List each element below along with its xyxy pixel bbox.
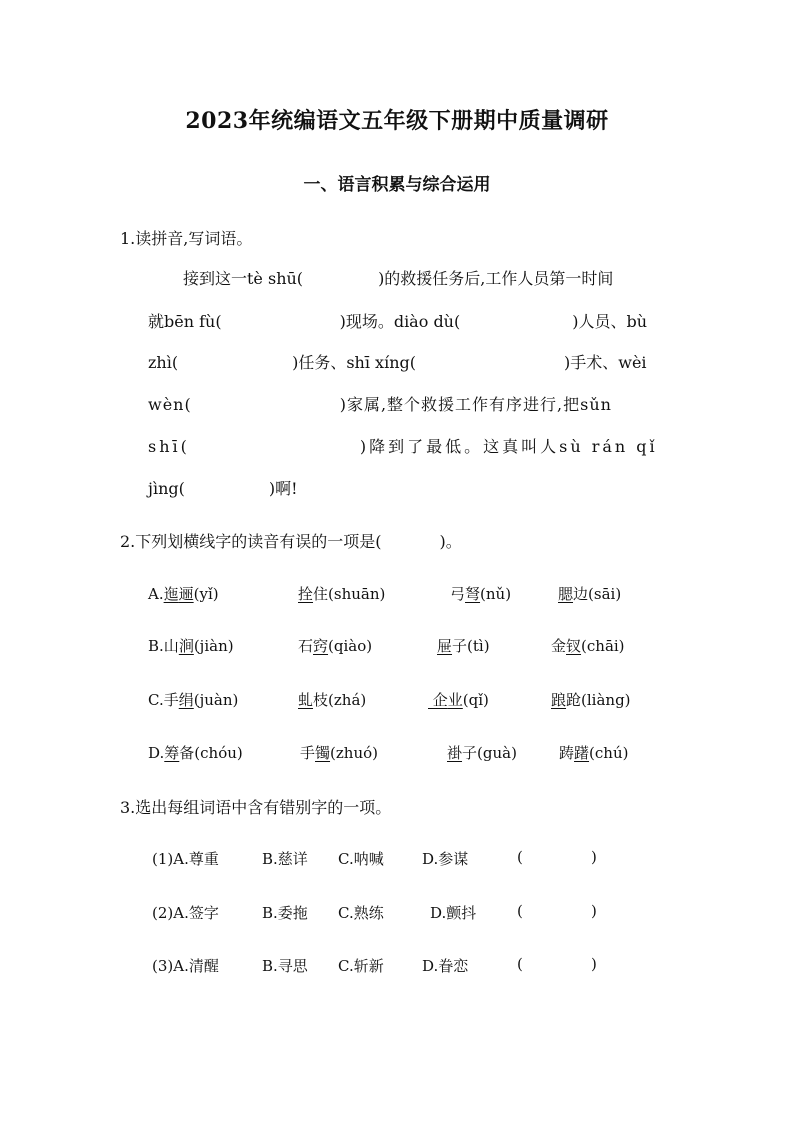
q2-d-item-2	[300, 742, 378, 763]
q2-a-item-4	[558, 583, 621, 604]
pinyin: (guà)	[477, 744, 517, 762]
q1-text: )的救援任务后,工作人员第一时间	[378, 269, 614, 288]
q3-g1-answer-close: )	[591, 848, 597, 866]
q3-g2-answer-close: )	[591, 902, 597, 920]
q1-line-2	[148, 309, 675, 332]
word-char: 跄	[566, 691, 582, 709]
q2-c-item-2	[298, 689, 366, 710]
underlined-char: 绢	[178, 691, 194, 709]
underlined-char: 弩	[465, 585, 481, 603]
underlined-char: 躇	[574, 744, 590, 762]
group-number: (1)	[152, 850, 174, 868]
group-number: (3)	[152, 957, 174, 975]
q2-d-item-3	[447, 742, 517, 763]
q2-d-item-4	[559, 742, 628, 763]
underlined-char: 迤	[163, 585, 179, 603]
q1-text: shī(	[148, 437, 190, 456]
q2-a-item-2	[298, 583, 385, 604]
q1-text: )任务、shī xíng(	[292, 353, 416, 372]
pinyin: (juàn)	[193, 691, 239, 709]
q1-text: )现场。diào dù(	[339, 312, 461, 331]
q3-g3-b[interactable]: B.寻思	[262, 957, 308, 975]
word-char: 枝	[313, 691, 329, 709]
pinyin: (chú)	[589, 744, 629, 762]
q2-b-item-3	[437, 635, 490, 656]
word-char: 踌	[559, 744, 575, 762]
word-char: 备	[179, 744, 195, 762]
q2-option-c[interactable]	[148, 689, 238, 710]
q2-stem-end: )。	[439, 532, 462, 551]
word-char: 住	[313, 585, 329, 603]
word-option[interactable]: A.清醒	[173, 957, 219, 975]
pinyin: (qiào)	[328, 637, 373, 655]
q3-g3-d[interactable]: D.眷恋	[422, 957, 469, 975]
option-label: A.	[148, 585, 164, 603]
q1-text: )降到了最低。这真叫人sù rán qǐ	[359, 437, 658, 456]
q2-b-item-4	[551, 635, 625, 656]
pinyin: (yǐ)	[193, 585, 219, 603]
q3-g2-d[interactable]: D.颤抖	[430, 904, 477, 922]
underlined-char: 屉	[437, 637, 453, 655]
pinyin: (nǔ)	[480, 585, 512, 603]
q3-g2-answer-open: (	[517, 902, 523, 920]
q2-c-item-3	[428, 689, 489, 710]
word-char: 子	[452, 637, 468, 655]
group-number: (2)	[152, 904, 174, 922]
pinyin: (zhuó)	[330, 744, 378, 762]
underlined-char: 企	[428, 691, 448, 709]
word-char: 石	[298, 637, 314, 655]
q1-line-6	[148, 476, 675, 499]
q3-group-3	[152, 955, 219, 976]
q1-text: )家属,整个救援工作有序进行,把sǔn	[339, 395, 612, 414]
q2-stem-text: 2.下列划横线字的读音有误的一项是(	[120, 532, 382, 551]
q1-text: )人员、bù	[572, 312, 648, 331]
q3-g1-b[interactable]: B.慈详	[262, 850, 308, 868]
q3-group-1	[152, 848, 219, 869]
underlined-char: 踉	[551, 691, 567, 709]
underlined-char: 筹	[164, 744, 180, 762]
q2-b-item-2	[298, 635, 372, 656]
underlined-char: 虬	[298, 691, 314, 709]
underlined-char: 拴	[298, 585, 314, 603]
pinyin: (chóu)	[194, 744, 243, 762]
question-3-stem: 3.选出每组词语中含有错别字的一项。	[120, 798, 392, 817]
pinyin: (jiàn)	[193, 637, 234, 655]
q1-text: )手术、wèi	[564, 353, 647, 372]
page-title: 2023年统编语文五年级下册期中质量调研	[185, 108, 609, 134]
pinyin: (tì)	[467, 637, 490, 655]
pinyin: (shuān)	[328, 585, 386, 603]
q3-g3-answer-open: (	[517, 955, 523, 973]
pinyin: (zhá)	[328, 691, 367, 709]
q2-a-item-3	[450, 583, 511, 604]
q1-line-3	[148, 350, 675, 373]
pinyin: (liàng)	[581, 691, 631, 709]
q1-text: wèn(	[148, 395, 192, 414]
word-char: 手	[300, 744, 316, 762]
q3-g1-c[interactable]: C.呐喊	[338, 850, 384, 868]
q1-line-5	[148, 434, 675, 457]
q1-text: jìng(	[148, 479, 185, 498]
q2-option-a[interactable]	[148, 583, 219, 604]
q3-g2-c[interactable]: C.熟练	[338, 904, 384, 922]
word-char: 子	[462, 744, 478, 762]
q3-g1-answer-open: (	[517, 848, 523, 866]
q2-option-b[interactable]	[148, 635, 234, 656]
q1-line-1	[183, 266, 675, 289]
question-2-stem	[120, 529, 462, 552]
pinyin: (chāi)	[581, 637, 625, 655]
underlined-char: 镯	[315, 744, 331, 762]
q1-line-4	[148, 392, 675, 415]
q2-c-item-4	[551, 689, 631, 710]
q3-g2-b[interactable]: B.委拖	[262, 904, 308, 922]
q1-text: zhì(	[148, 353, 179, 372]
q2-option-d[interactable]	[148, 742, 243, 763]
underlined-char: 窍	[313, 637, 329, 655]
q3-g3-answer-close: )	[591, 955, 597, 973]
q1-text: 就bēn fù(	[148, 312, 222, 331]
word-option[interactable]: A.签字	[173, 904, 219, 922]
word-char: 边	[573, 585, 589, 603]
word-char: 弓	[450, 585, 466, 603]
q1-text: 接到这一tè shū(	[183, 269, 304, 288]
underlined-char: 业	[447, 691, 463, 709]
word-option[interactable]: A.尊重	[173, 850, 219, 868]
option-label: D.	[148, 744, 165, 762]
q1-text: )啊!	[268, 479, 298, 498]
question-1-stem: 1.读拼音,写词语。	[120, 229, 253, 248]
q3-group-2	[152, 902, 219, 923]
section-heading: 一、语言积累与综合运用	[303, 175, 491, 195]
word-char: 手	[163, 691, 179, 709]
word-char: 山	[163, 637, 179, 655]
option-label: B.	[148, 637, 164, 655]
q3-g1-d[interactable]: D.参谋	[422, 850, 469, 868]
pinyin: (qǐ)	[462, 691, 489, 709]
option-label: C.	[148, 691, 164, 709]
underlined-char: 逦	[178, 585, 194, 603]
underlined-char: 褂	[447, 744, 463, 762]
underlined-char: 腮	[558, 585, 574, 603]
q3-g3-c[interactable]: C.斩新	[338, 957, 384, 975]
word-char: 金	[551, 637, 567, 655]
pinyin: (sāi)	[588, 585, 622, 603]
underlined-char: 钗	[566, 637, 582, 655]
underlined-char: 涧	[178, 637, 194, 655]
